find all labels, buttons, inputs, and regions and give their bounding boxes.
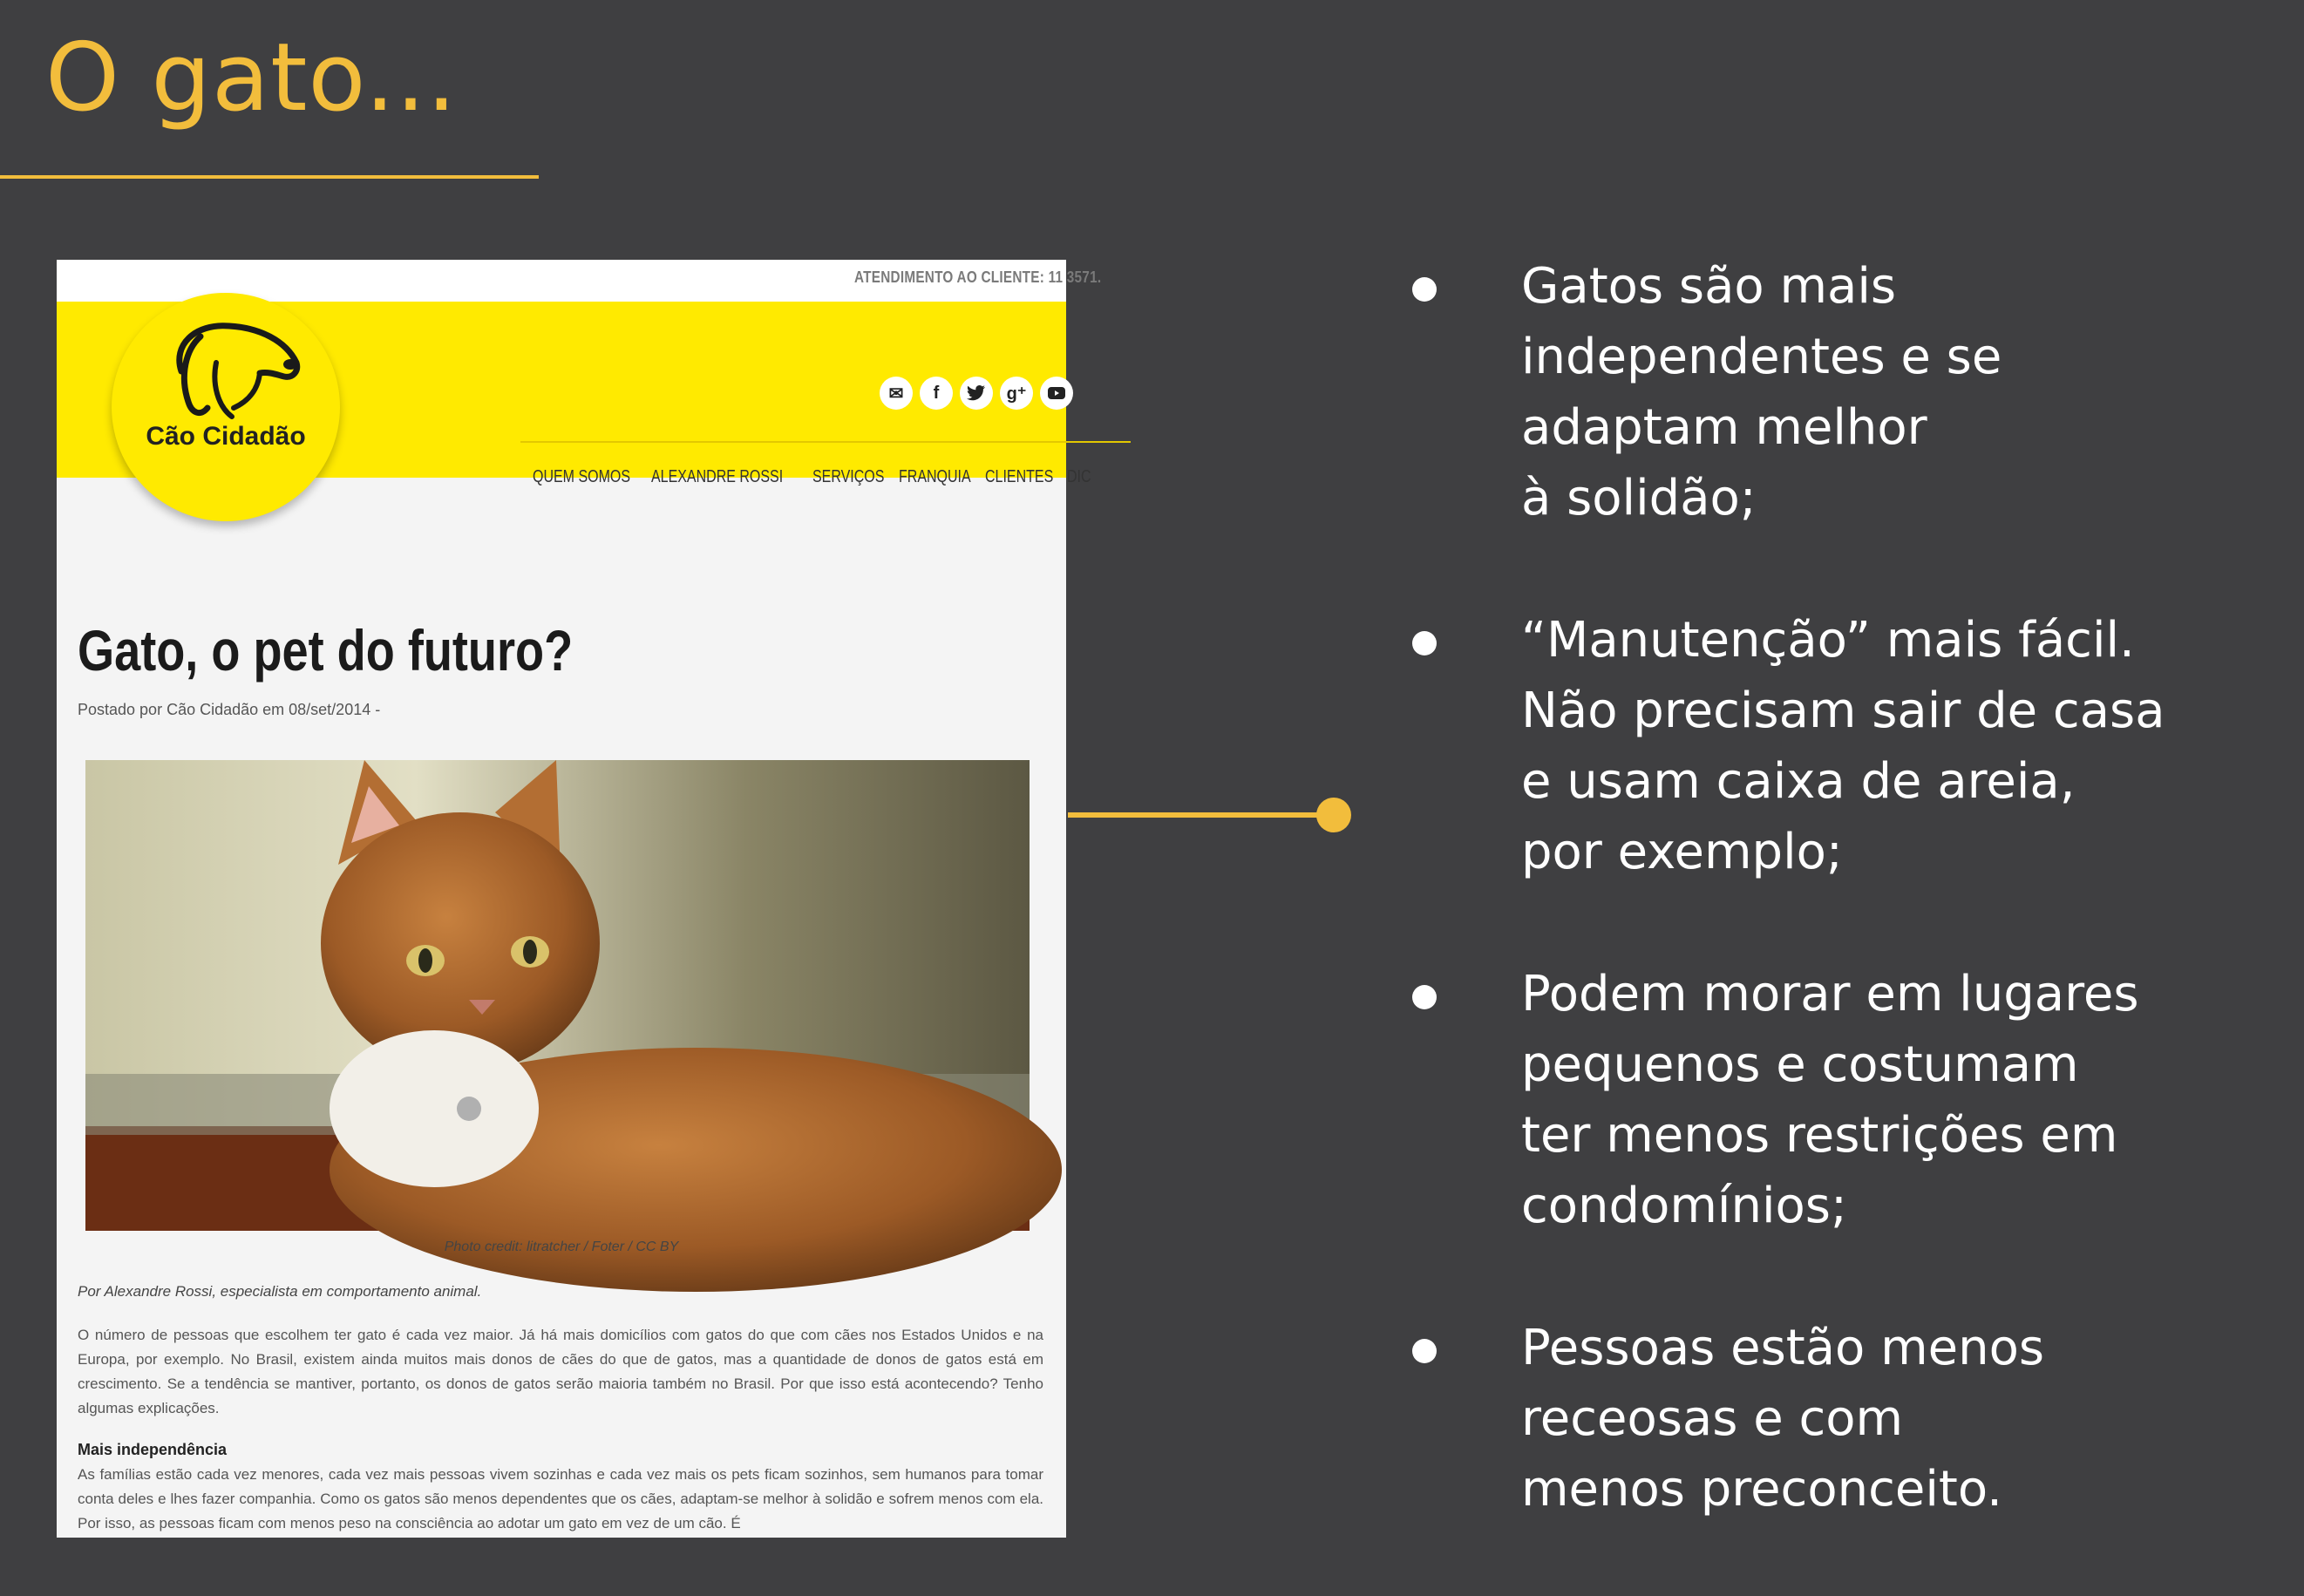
bullet-text: Pessoas estão menos receosas e com menos preconceito. (1521, 1320, 2045, 1518)
site-contact: ATENDIMENTO AO CLIENTE: 11 3571. (853, 268, 1101, 286)
title-underline (0, 175, 539, 179)
photo-credit: Photo credit: litratcher / Foter / CC BY (444, 1239, 679, 1254)
article-subhead: Mais independência (78, 1441, 228, 1458)
slide-title: O gato... (45, 24, 458, 132)
nav-divider (520, 441, 1131, 443)
nav-item-quem-somos[interactable]: QUEM SOMOS (533, 467, 631, 486)
cat-photo (85, 760, 1030, 1231)
bullet-dot-icon (1412, 631, 1437, 655)
article-meta: Postado por Cão Cidadão em 08/set/2014 - (78, 701, 381, 718)
nav-item-alexandre-rossi[interactable]: ALEXANDRE ROSSI (651, 467, 784, 486)
bullet-dot-icon (1412, 985, 1437, 1009)
youtube-icon[interactable] (1040, 377, 1073, 410)
connector-line (1068, 812, 1335, 818)
nav-item-servicos[interactable]: SERVIÇOS (812, 467, 885, 486)
google-plus-icon[interactable]: g⁺ (1000, 377, 1033, 410)
bullet-list (1412, 251, 2275, 1596)
site-logo[interactable] (112, 293, 340, 521)
twitter-icon[interactable] (960, 377, 993, 410)
bullet-item (1412, 1313, 2275, 1525)
site-nav (533, 467, 1091, 487)
bullet-item (1412, 605, 2275, 887)
article-paragraph: As famílias estão cada vez menores, cada vez mais pessoas vivem sozinhas e cada vez mais os pets ficam sozinhos, sem humanos para tomar conta deles e lhes fazer companhia. Como os gatos são menos dependentes que os cães, adaptam-se melhor à solidão e sofrem menos com ela. Por isso, as pessoas ficam com menos peso na consciência ao adotar um gato em vez de um cão. É (78, 1466, 1043, 1531)
email-icon[interactable]: ✉ (880, 377, 913, 410)
nav-item-clientes[interactable]: CLIENTES (985, 467, 1054, 486)
bullet-dot-icon (1412, 1339, 1437, 1363)
article-title: Gato, o pet do futuro? (78, 618, 574, 683)
bullet-dot-icon (1412, 277, 1437, 302)
social-icons (880, 377, 1073, 410)
facebook-icon[interactable]: f (920, 377, 953, 410)
logo-text: Cão Cidadão (146, 422, 306, 451)
bullet-text: Gatos são mais independentes e se adaptam melhor à solidão; (1521, 258, 2002, 526)
nav-item-franquia[interactable]: FRANQUIA (898, 467, 971, 486)
bullet-text: Podem morar em lugares pequenos e costumam ter menos restrições em condomínios; (1521, 966, 2139, 1234)
bullet-item (1412, 959, 2275, 1241)
article-paragraph: O número de pessoas que escolhem ter gato é cada vez maior. Já há mais domicílios com gatos do que com cães nos Estados Unidos e na Europa, por exemplo. No Brasil, existem ainda muitos mais donos de cães do que de gatos, mas a quantidade de donos de gatos está em crescimento. Se a tendência se mantiver, portanto, os donos de gatos serão maioria também no Brasil. Por que isso está acontecendo? Tenho algumas explicações. (78, 1327, 1043, 1416)
bullet-item (1412, 251, 2275, 533)
connector-dot (1316, 798, 1351, 832)
dog-logo-icon (146, 310, 303, 432)
bullet-text: “Manutenção” mais fácil. Não precisam sair de casa e usam caixa de areia, por exemplo; (1521, 612, 2165, 880)
nav-item-dicas[interactable]: DIC (1067, 467, 1091, 486)
website-screenshot (57, 260, 1101, 1538)
article-byline: Por Alexandre Rossi, especialista em comportamento animal. (78, 1283, 482, 1300)
